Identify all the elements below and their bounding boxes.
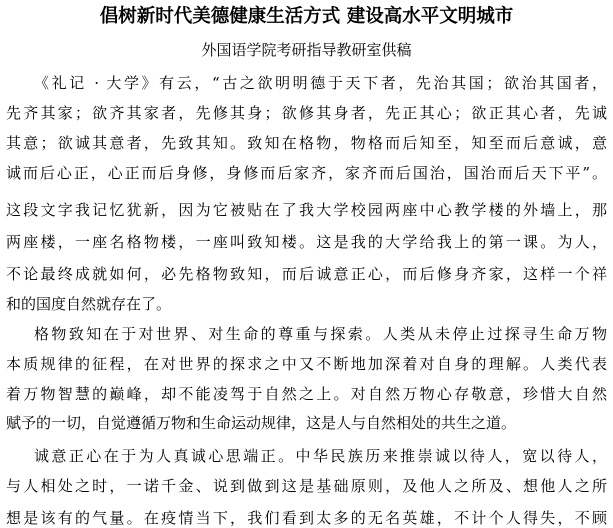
paragraph-2-line-2: 本质规律的征程，在对世界的探求之中又不断地加深着对自身的理解。人类代表 bbox=[6, 355, 607, 373]
document-title: 倡树新时代美德健康生活方式 建设高水平文明城市 bbox=[99, 6, 514, 27]
document-subtitle: 外国语学院考研指导教研室供稿 bbox=[201, 41, 412, 59]
paragraph-1-line-2: 先齐其家；欲齐其家者，先修其身；欲修其身者，先正其心；欲正其心者，先诚 bbox=[6, 104, 607, 122]
paragraph-1-line-3: 其意；欲诚其意者，先致其知。致知在格物，物格而后知至，知至而后意诚，意 bbox=[6, 134, 607, 152]
paragraph-3-line-3: 想是该有的气量。在疫情当下，我们看到太多的无名英雄，不计个人得失，不顾 bbox=[6, 509, 607, 527]
paragraph-2-line-3: 着万物智慧的巅峰，却不能凌驾于自然之上。对自然万物心存敬意，珍惜大自然 bbox=[6, 385, 607, 403]
paragraph-1-line-4: 诚而后心正，心正而后身修，身修而后家齐，家齐而后国治，国治而后天下平”。 bbox=[6, 164, 607, 182]
paragraph-1-line-1: 《礼记 · 大学》有云，“古之欲明明德于天下者，先治其国；欲治其国者， bbox=[34, 74, 607, 92]
paragraph-1-line-6: 两座楼，一座名格物楼，一座叫致知楼。这是我的大学给我上的第一课。为人， bbox=[6, 233, 607, 251]
paragraph-3-line-1: 诚意正心在于为人真诚心思端正。中华民族历来推崇诚以待人，宽以待人， bbox=[34, 447, 607, 465]
paragraph-1-line-5: 这段文字我记忆犹新，因为它被贴在了我大学校园两座中心教学楼的外墙上，那 bbox=[6, 201, 607, 219]
paragraph-1-line-7: 不论最终成就如何，必先格物致知，而后诚意正心，而后修身齐家，这样一个祥 bbox=[6, 265, 607, 283]
paragraph-1-line-8: 和的国度自然就存在了。 bbox=[6, 295, 172, 313]
paragraph-3-line-2: 与人相处之时，一诺千金、说到做到这是基础原则，及他人之所及、想他人之所 bbox=[6, 477, 607, 495]
paragraph-2-line-4: 赋予的一切，自觉遵循万物和生命运动规律，这是人与自然相处的共生之道。 bbox=[6, 414, 517, 432]
paragraph-2-line-1: 格物致知在于对世界、对生命的尊重与探索。人类从未停止过探寻生命万物 bbox=[34, 325, 607, 343]
